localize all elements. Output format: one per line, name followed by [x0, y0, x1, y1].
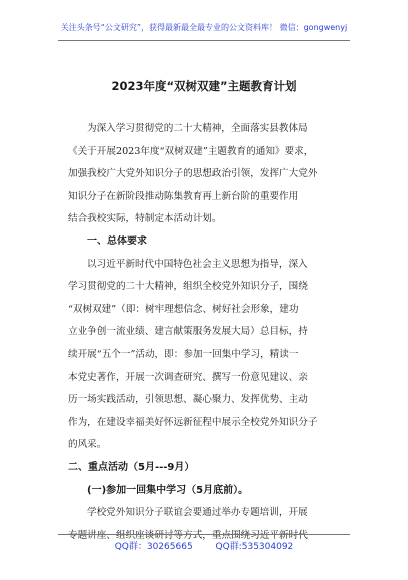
body-line: 学习贯彻党的二十大精神，组织全校党外知识分子，围绕	[68, 281, 308, 293]
header-banner: 关注头条号“公文研究”，获得最新最全最专业的公文资料库！ 微信：gongwenyj	[60, 23, 348, 32]
body-line: 结合我校实际，特制定本活动计划。	[68, 213, 222, 225]
body-line: 的风采。	[68, 439, 107, 451]
body-line: 立业争创一流业绩、建言献策服务发展大局）总目标，持	[68, 326, 308, 338]
section-heading: (一)参加一回集中学习（5月底前）。	[87, 484, 249, 496]
body-line: 加强我校广大党外知识分子的思想政治引领，发挥广大党外	[68, 168, 318, 180]
footer-qq-group-1[interactable]: QQ群：30265665	[114, 542, 193, 552]
document-body	[68, 118, 344, 547]
body-line: “双树双建”（即：树牢理想信念、树好社会形象，建功	[68, 303, 299, 315]
document-title: 2023年度“双树双建”主题教育计划	[111, 79, 297, 93]
body-line: 知识分子在新阶段推动陈集教育再上新台阶的重要作用	[68, 190, 299, 202]
footer-qq-group-2[interactable]: QQ群:535304092	[215, 542, 294, 552]
body-line: 以习近平新时代中国特色社会主义思想为指导，深入	[87, 258, 308, 270]
body-line: 本党史著作，开展一次调查研究、撰写一份意见建议、亲	[68, 371, 308, 383]
footer-divider	[58, 534, 350, 535]
body-line: 历一场实践活动，引领思想、凝心聚力、发挥优势、主动	[68, 394, 308, 406]
body-line: 续开展“五个一”活动，即：参加一回集中学习，精读一	[68, 348, 299, 360]
body-line: 为深入学习贯彻党的二十大精神，全面落实县教体局	[87, 123, 308, 134]
section-heading: 一、总体要求	[87, 235, 147, 247]
body-line: 学校党外知识分子联谊会要通过举办专题培训，开展	[87, 507, 308, 519]
header-divider	[58, 40, 350, 41]
footer	[0, 539, 408, 552]
body-line: 《关于开展2023年度“双树双建”主题教育的通知》要求，	[68, 145, 314, 157]
section-heading: 二、重点活动（5月---9月）	[68, 461, 195, 473]
body-line: 作为，在建设幸福美好怀远新征程中展示全校党外知识分子	[68, 416, 318, 428]
body-line: 专题讲座、组织座谈研讨等方式，重点围绕习近平新时代	[68, 529, 308, 541]
